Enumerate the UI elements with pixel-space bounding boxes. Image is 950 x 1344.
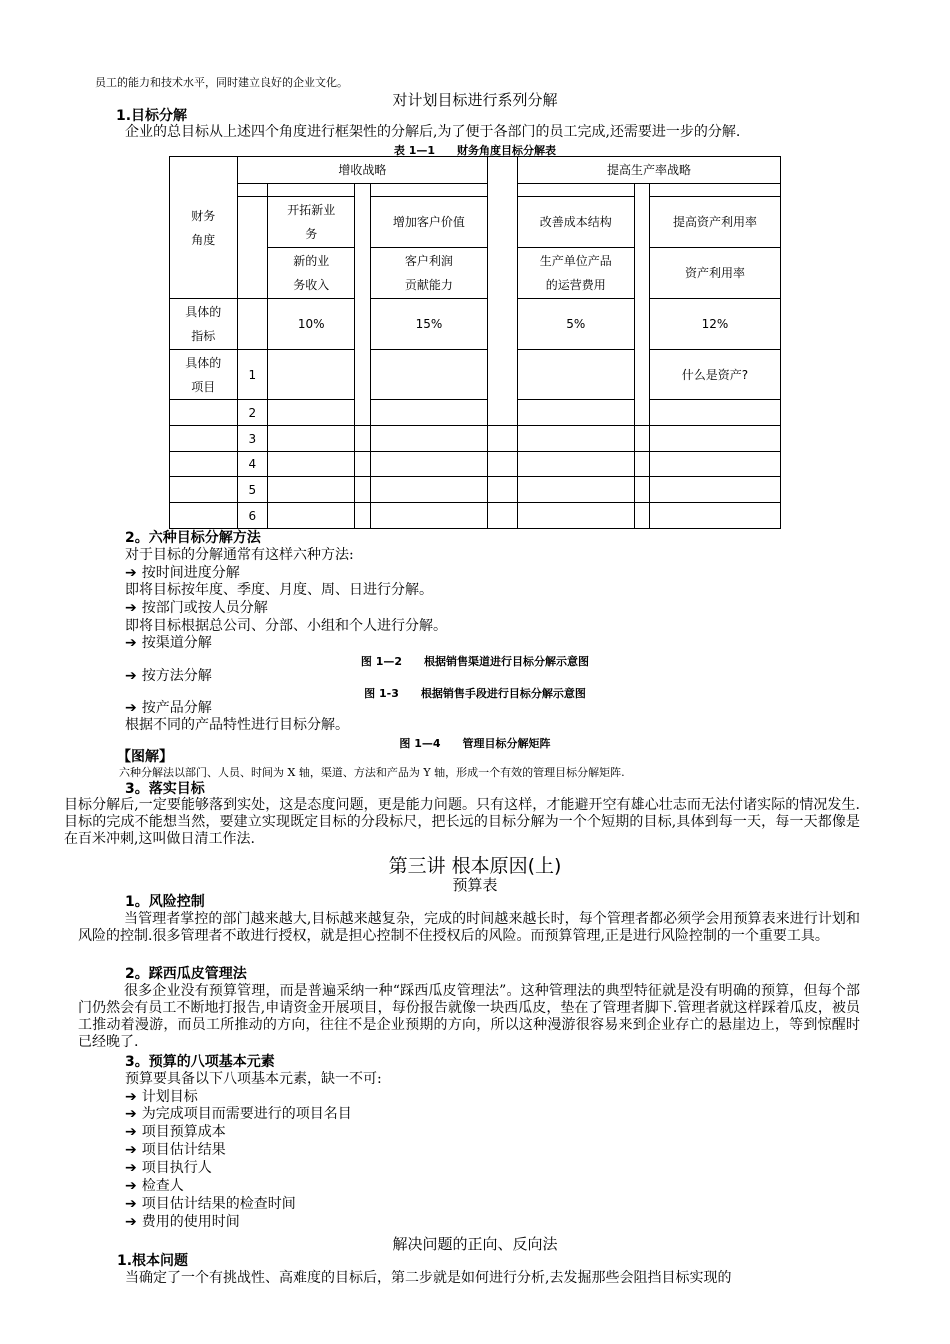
solve-title: 解决问题的正向、反向法 [392,1235,558,1253]
project-label: 具体的 项目 [170,350,238,400]
budget-element: ➔ 项目估计结果的检查时间 [125,1196,296,1212]
budget-element: ➔ 计划目标 [125,1089,198,1105]
method-desc: 即将目标根据总公司、分部、小组和个人进行分解。 [125,618,447,634]
cell [370,452,488,477]
arrow-icon: ➔ [125,1196,137,1212]
cell [370,477,488,503]
cell [268,503,355,529]
cell [170,503,238,529]
table-caption: 表 1—1 财务角度目标分解表 [393,144,557,157]
figure-caption: 图 1-3 根据销售手段进行目标分解示意图 [364,687,586,700]
project-number: 2 [237,400,268,426]
budget-element: ➔ 项目估计结果 [125,1142,226,1158]
cell [268,184,355,197]
b3-intro: 预算要具备以下八项基本元素，缺一不可: [125,1071,382,1087]
objective-2: 增加客户价值 [370,197,488,248]
figure-caption: 图 1—4 管理目标分解矩阵 [399,737,551,750]
cell [649,503,780,529]
b2-heading: 2。踩西瓜皮管理法 [125,966,247,982]
cell [355,184,370,426]
method-desc: 根据不同的产品特性进行目标分解。 [125,717,349,733]
measure-1: 新的业 务收入 [268,248,355,299]
cell [237,299,268,350]
cell [268,426,355,452]
cell [488,452,518,477]
cell [268,477,355,503]
objective-4: 提高资产利用率 [649,197,780,248]
b1-heading: 1。风险控制 [125,894,205,910]
cell [488,503,518,529]
arrow-icon: ➔ [125,635,137,651]
cell [517,350,634,400]
cell [370,400,488,426]
cell [649,452,780,477]
intro-line: 员工的能力和技术水平，同时建立良好的企业文化。 [95,76,348,89]
cell [634,503,649,529]
budget-element: ➔ 项目执行人 [125,1160,212,1176]
project-number: 5 [237,477,268,503]
arrow-icon: ➔ [125,700,137,716]
tujie-text: 六种分解法以部门、人员、时间为 X 轴，渠道、方法和产品为 Y 轴，形成一个有效的管理目标分解矩阵. [119,766,625,779]
section-title: 对计划目标进行系列分解 [392,91,558,109]
cell [355,503,370,529]
arrow-icon: ➔ [125,1178,137,1194]
arrow-icon: ➔ [125,1089,137,1105]
cell [170,400,238,426]
cell [634,477,649,503]
project-number: 3 [237,426,268,452]
cell [355,452,370,477]
table-divider [488,157,518,426]
arrow-icon: ➔ [125,565,137,581]
cell [517,477,634,503]
cell [517,400,634,426]
budget-title: 预算表 [452,876,498,894]
s2-intro: 对于目标的分解通常有这样六种方法: [125,547,354,563]
cell [634,426,649,452]
indicator-label: 具体的 指标 [170,299,238,350]
cell [517,503,634,529]
indicator-value-3: 5% [517,299,634,350]
method-item: ➔ 按方法分解 [125,668,212,684]
measure-4: 资产利用率 [649,248,780,299]
arrow-icon: ➔ [125,1124,137,1140]
cell [370,503,488,529]
cell [517,426,634,452]
cell [517,452,634,477]
method-item: ➔ 按渠道分解 [125,635,212,651]
cell [649,400,780,426]
budget-element: ➔ 检查人 [125,1178,184,1194]
s1-heading: 1.目标分解 [116,108,188,124]
strategy-right: 提高生产率战略 [517,157,780,184]
indicator-value-1: 10% [268,299,355,350]
budget-element: ➔ 项目预算成本 [125,1124,226,1140]
measure-3: 生产单位产品 的运营费用 [517,248,634,299]
s2-heading: 2。六种目标分解方法 [125,530,261,546]
measure-2: 客户利润 贡献能力 [370,248,488,299]
lecture-title: 第三讲 根本原因(上) [388,855,562,877]
cell [370,350,488,400]
cell [488,477,518,503]
cell [170,452,238,477]
cell [355,426,370,452]
r1-text: 当确定了一个有挑战性、高难度的目标后，第二步就是如何进行分析,去发掘那些会阻挡目标实现的 [125,1270,732,1286]
cell [634,452,649,477]
b1-text: 当管理者掌控的部门越来越大,目标越来越复杂，完成的时间越来越长时，每个管理者都必须学会用预算表来进行计划和风险的控制.很多管理者不敢进行授权，就是担心控制不住授权后的风险。而预算管理,正是进行风险控制的一个重要工具。 [78,911,860,944]
arrow-icon: ➔ [125,1214,137,1230]
objective-3: 改善成本结构 [517,197,634,248]
arrow-icon: ➔ [125,600,137,616]
project-note: 什么是资产? [649,350,780,400]
method-item: ➔ 按时间进度分解 [125,565,240,581]
cell [649,426,780,452]
cell [268,350,355,400]
finance-decomposition-table [169,156,781,529]
s1-text: 企业的总目标从上述四个角度进行框架性的分解后,为了便于各部门的员工完成,还需要进一步的分解. [125,124,741,140]
cell [237,184,268,197]
cell [370,426,488,452]
r1-heading: 1.根本问题 [117,1253,189,1269]
project-number: 6 [237,503,268,529]
arrow-icon: ➔ [125,1142,137,1158]
cell [488,426,518,452]
row-header-finance: 财务 角度 [170,157,238,299]
indicator-value-4: 12% [649,299,780,350]
method-item: ➔ 按产品分解 [125,700,212,716]
b3-heading: 3。预算的八项基本元素 [125,1054,275,1070]
b2-text: 很多企业没有预算管理，而是普遍采纳一种“踩西瓜皮管理法”。这种管理法的典型特征就是没有明确的预算，但每个部门仍然会有员工不断地打报告,申请资金开展项目，每份报告就像一块西瓜皮，垫在了管理者脚下.管理者就这样踩着瓜皮，被员工推动着漫游，而员工所推动的方向，往往不是企业预期的方向，所以这种漫游很容易来到企业存亡的悬崖边上，等到惊醒时已经晚了. [78,983,860,1050]
cell [355,477,370,503]
method-desc: 即将目标按年度、季度、月度、周、日进行分解。 [125,582,433,598]
indicator-value-2: 15% [370,299,488,350]
s3-heading: 3。落实目标 [125,781,205,797]
project-number: 1 [237,350,268,400]
cell [170,477,238,503]
cell [268,400,355,426]
s3-text: 目标分解后,一定要能够落到实处，这是态度问题，更是能力问题。只有这样，才能避开空有雄心壮志而无法付诸实际的情况发生.目标的完成不能想当然，要建立实现既定目标的分段标尺，把长远的目标分解为一个个短期的目标,具体到每一天，每一天都像是在百米冲刺,这叫做日清工作法. [64,797,860,847]
arrow-icon: ➔ [125,1106,137,1122]
cell [517,184,634,197]
cell [370,184,488,197]
project-number: 4 [237,452,268,477]
arrow-icon: ➔ [125,668,137,684]
budget-element: ➔ 为完成项目而需要进行的项目名目 [125,1106,352,1122]
tujie-label: 【图解】 [117,749,173,765]
cell [170,426,238,452]
cell [649,184,780,197]
objective-1: 开拓新业 务 [268,197,355,248]
cell [649,477,780,503]
cell [634,184,649,426]
cell [237,197,268,299]
arrow-icon: ➔ [125,1160,137,1176]
strategy-left: 增收战略 [237,157,488,184]
method-item: ➔ 按部门或按人员分解 [125,600,268,616]
figure-caption: 图 1—2 根据销售渠道进行目标分解示意图 [360,655,590,668]
budget-element: ➔ 费用的使用时间 [125,1214,240,1230]
cell [268,452,355,477]
